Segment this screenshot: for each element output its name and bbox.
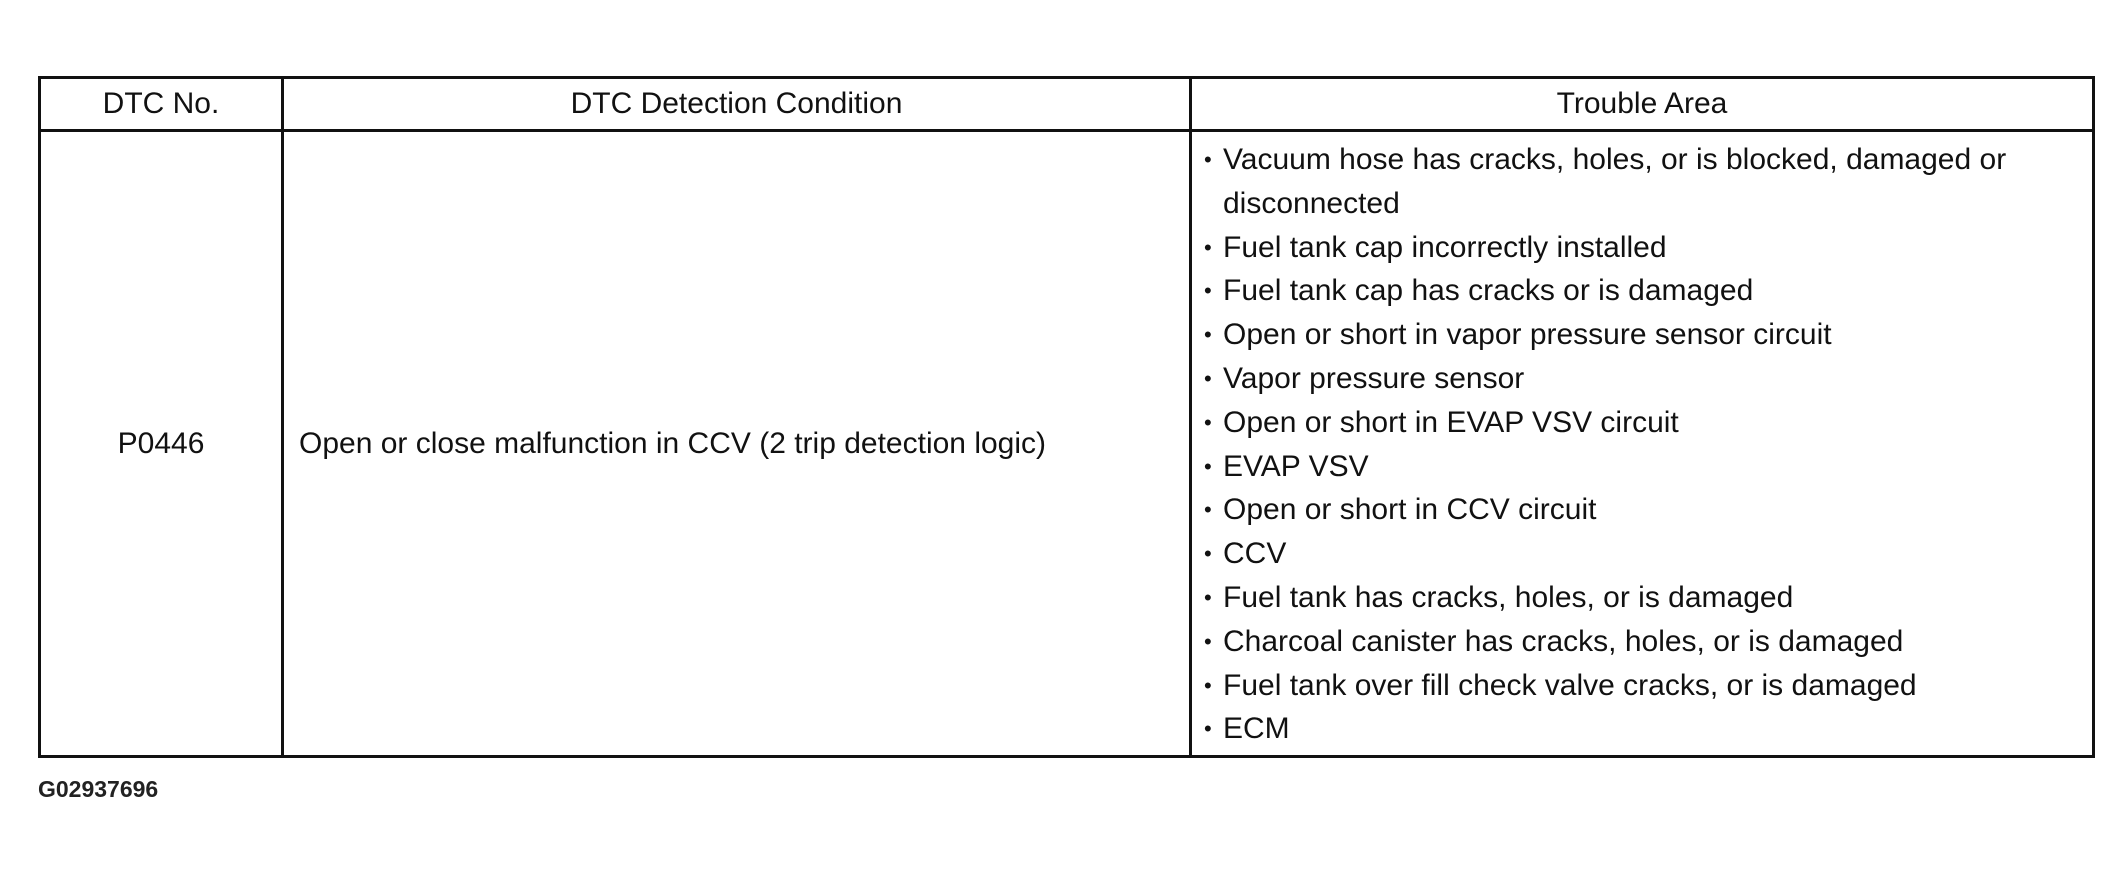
trouble-area-text: Fuel tank has cracks, holes, or is damaged (1223, 580, 1794, 614)
trouble-area-list (1204, 138, 2082, 751)
bullet-icon: • (1204, 497, 1212, 523)
trouble-area-item (1204, 357, 2082, 401)
detection-condition-cell: Open or close malfunction in CCV (2 trip detection logic) (283, 131, 1191, 757)
dtc-code-cell: P0446 (40, 131, 283, 757)
dtc-table (38, 76, 2095, 758)
trouble-area-item (1204, 138, 2082, 226)
trouble-area-text: CCV (1223, 537, 1287, 571)
trouble-area-item (1204, 664, 2082, 708)
trouble-area-item (1204, 269, 2082, 313)
trouble-area-text: Open or short in vapor pressure sensor circuit (1223, 318, 1832, 352)
bullet-icon: • (1204, 234, 1212, 260)
bullet-icon: • (1204, 584, 1212, 610)
bullet-icon: • (1204, 365, 1212, 391)
trouble-area-text: Charcoal canister has cracks, holes, or is damaged (1223, 624, 1904, 658)
trouble-area-text: Fuel tank cap has cracks or is damaged (1223, 274, 1754, 308)
trouble-area-cell (1191, 131, 2094, 757)
bullet-icon: • (1204, 541, 1212, 567)
bullet-icon: • (1204, 716, 1212, 742)
header-trouble-area: Trouble Area (1191, 78, 2094, 131)
trouble-area-text: EVAP VSV (1223, 449, 1369, 483)
trouble-area-text: Vapor pressure sensor (1223, 361, 1525, 395)
trouble-area-item (1204, 576, 2082, 620)
trouble-area-item (1204, 226, 2082, 270)
trouble-area-text: Open or short in EVAP VSV circuit (1223, 405, 1679, 439)
trouble-area-item (1204, 313, 2082, 357)
bullet-icon: • (1204, 278, 1212, 304)
figure-id: G02937696 (38, 776, 159, 802)
trouble-area-item (1204, 532, 2082, 576)
trouble-area-item (1204, 620, 2082, 664)
trouble-area-text: ECM (1223, 712, 1290, 746)
bullet-icon: • (1204, 322, 1212, 348)
bullet-icon: • (1204, 453, 1212, 479)
header-dtc-no: DTC No. (40, 78, 283, 131)
table-row (40, 131, 2094, 757)
bullet-icon: • (1204, 628, 1212, 654)
trouble-area-text: Fuel tank cap incorrectly installed (1223, 230, 1667, 264)
header-detection-condition: DTC Detection Condition (283, 78, 1191, 131)
table-header-row (40, 78, 2094, 131)
trouble-area-text: Vacuum hose has cracks, holes, or is blocked, damaged or disconnected (1223, 143, 2007, 220)
trouble-area-item (1204, 445, 2082, 489)
trouble-area-text: Open or short in CCV circuit (1223, 493, 1597, 527)
trouble-area-item (1204, 401, 2082, 445)
bullet-icon: • (1204, 672, 1212, 698)
bullet-icon: • (1204, 147, 1212, 172)
trouble-area-item (1204, 488, 2082, 532)
trouble-area-text: Fuel tank over fill check valve cracks, or is damaged (1223, 668, 1917, 702)
bullet-icon: • (1204, 409, 1212, 435)
trouble-area-item (1204, 707, 2082, 751)
